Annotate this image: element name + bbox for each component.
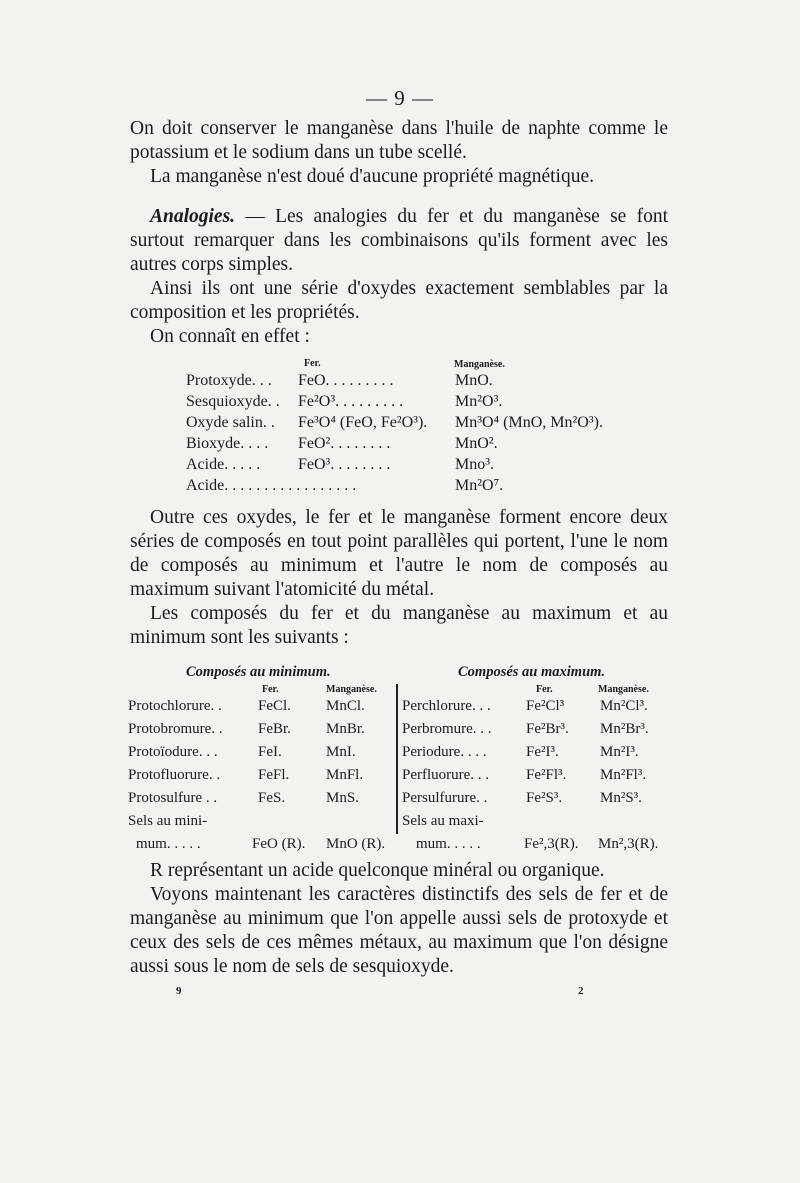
manganese-formula: Mn³O⁴ (MnO, Mn²O³). bbox=[455, 414, 603, 431]
row-label: Protobromure. . bbox=[128, 721, 223, 737]
row-label: Protoïodure. . . bbox=[128, 744, 218, 760]
row-label: Oxyde salin. . bbox=[186, 414, 275, 431]
column-header-manganese: Manganèse. bbox=[454, 359, 505, 370]
caption-maximum: Composés au maximum. bbox=[458, 664, 606, 680]
fer-formula: Fe³O⁴ (FeO, Fe²O³). bbox=[298, 414, 428, 431]
fer-formula: Fe²Br³. bbox=[526, 721, 569, 737]
fer-formula: FeS. bbox=[258, 790, 286, 806]
table-row bbox=[186, 393, 626, 414]
text-block-characters bbox=[130, 859, 668, 979]
row-label: Sesquioxyde. . bbox=[186, 393, 280, 410]
row-label: Bioxyde. . . . bbox=[186, 435, 269, 452]
paragraph: Outre ces oxydes, le fer et le manganèse forment encore deux séries de composés en tout point parallèles qui portent, l'une le nom de composés au minimum et l'autre le nom de composés au maximum suivant l'atomicité du métal. bbox=[130, 507, 668, 600]
fer-formula: FeO (R). bbox=[252, 836, 306, 852]
row-label: Sels au mini- bbox=[128, 813, 208, 829]
paragraph: Ainsi ils ont une série d'oxydes exactement semblables par la composition et les propriétés. bbox=[130, 278, 668, 323]
row-label: Protosulfure . . bbox=[128, 790, 218, 806]
column-header-manganese: Manganèse. bbox=[598, 684, 649, 695]
manganese-formula: Mn²S³. bbox=[600, 790, 642, 806]
manganese-formula: Mn²Fl³. bbox=[600, 767, 647, 783]
manganese-formula: MnS. bbox=[326, 790, 359, 806]
row-label: mum. . . . . bbox=[416, 836, 481, 852]
row-label: Sels au maxi- bbox=[402, 813, 484, 829]
table-row bbox=[186, 372, 626, 393]
text-block-analogies bbox=[130, 205, 668, 349]
fer-formula: FeO³. . . . . . . . bbox=[298, 456, 391, 473]
fer-formula: Fe²O³. . . . . . . . . bbox=[298, 393, 404, 410]
table-row bbox=[186, 414, 626, 435]
paragraph: On connaît en effet : bbox=[150, 326, 310, 347]
fer-formula: FeO². . . . . . . . bbox=[298, 435, 391, 452]
manganese-formula: MnBr. bbox=[326, 721, 365, 737]
table-row bbox=[186, 435, 626, 456]
manganese-formula: Mn²I³. bbox=[600, 744, 639, 760]
manganese-formula: Mn²Br³. bbox=[600, 721, 649, 737]
row-label: Acide. . . . . bbox=[186, 456, 261, 473]
text-block-intro bbox=[130, 117, 668, 189]
row-label: Persulfurure. . bbox=[402, 790, 488, 806]
fer-formula: Fe²,3(R). bbox=[524, 836, 579, 852]
text-block-series bbox=[130, 506, 668, 650]
caption-minimum: Composés au minimum. bbox=[186, 664, 331, 680]
manganese-formula: MnO (R). bbox=[326, 836, 386, 852]
paragraph: Voyons maintenant les caractères distinctifs des sels de fer et de manganèse au minimum que l'on appelle aussi sels de protoxyde et ceux des sels de ces mêmes métaux, au maximum que l'on désigne aussi sous le nom de sels de sesquioxyde. bbox=[130, 884, 668, 977]
manganese-formula: Mno³. bbox=[455, 456, 495, 473]
fer-formula: Fe²Cl³ bbox=[526, 698, 565, 714]
manganese-formula: MnCl. bbox=[326, 698, 365, 714]
row-label: mum. . . . . bbox=[136, 836, 201, 852]
fer-formula: FeFl. bbox=[258, 767, 290, 783]
fer-formula: FeCl. bbox=[258, 698, 291, 714]
manganese-formula: Mn²O⁷. bbox=[455, 477, 504, 494]
row-label: Perchlorure. . . bbox=[402, 698, 491, 714]
compounds-table bbox=[128, 664, 672, 852]
fer-formula: FeI. bbox=[258, 744, 282, 760]
row-label: Protofluorure. . bbox=[128, 767, 221, 783]
fer-formula: Fe²Fl³. bbox=[526, 767, 567, 783]
manganese-formula: MnI. bbox=[326, 744, 356, 760]
section-heading: Analogies. bbox=[150, 206, 236, 227]
paragraph: R représentant un acide quelconque minéral ou organique. bbox=[150, 860, 605, 881]
paragraph: On doit conserver le manganèse dans l'huile de naphte comme le potassium et le sodium dans un tube scellé. bbox=[130, 118, 668, 163]
column-header-fer: Fer. bbox=[262, 684, 279, 695]
signature-mark-left: 9 bbox=[176, 985, 182, 997]
manganese-formula: Mn²,3(R). bbox=[598, 836, 659, 852]
column-header-manganese: Manganèse. bbox=[326, 684, 377, 695]
manganese-formula: Mn²Cl³. bbox=[600, 698, 648, 714]
column-divider bbox=[396, 684, 398, 834]
fer-formula: Fe²I³. bbox=[526, 744, 559, 760]
paragraph: Les composés du fer et du manganèse au maximum et au minimum sont les suivants : bbox=[130, 603, 668, 648]
page-number: — 9 — bbox=[366, 86, 434, 110]
fer-formula: Fe²S³. bbox=[526, 790, 563, 806]
fer-formula: FeBr. bbox=[258, 721, 291, 737]
row-label: Protochlorure. . bbox=[128, 698, 222, 714]
manganese-formula: MnO². bbox=[455, 435, 498, 452]
row-label: Periodure. . . . bbox=[402, 744, 487, 760]
signature-mark-right: 2 bbox=[578, 985, 584, 997]
manganese-formula: MnFl. bbox=[326, 767, 364, 783]
paragraph: La manganèse n'est doué d'aucune propriété magnétique. bbox=[150, 166, 594, 187]
paragraph bbox=[130, 205, 668, 277]
column-header-fer: Fer. bbox=[304, 358, 321, 369]
column-header-fer: Fer. bbox=[536, 684, 553, 695]
manganese-formula: Mn²O³. bbox=[455, 393, 503, 410]
table-row bbox=[186, 477, 626, 498]
fer-formula: FeO. . . . . . . . . bbox=[298, 372, 394, 389]
manganese-formula: MnO. bbox=[455, 372, 493, 389]
paragraph-text: — Les analogies du fer et du manganèse se font surtout remarquer dans les combinaisons qu'ils forment avec les autres corps simples. bbox=[130, 206, 668, 275]
table-row bbox=[186, 456, 626, 477]
row-label: Acide. . . . . . . . . . . . . . . . . bbox=[186, 477, 357, 494]
row-label: Protoxyde. . . bbox=[186, 372, 272, 389]
row-label: Perbromure. . . bbox=[402, 721, 492, 737]
row-label: Perfluorure. . . bbox=[402, 767, 490, 783]
